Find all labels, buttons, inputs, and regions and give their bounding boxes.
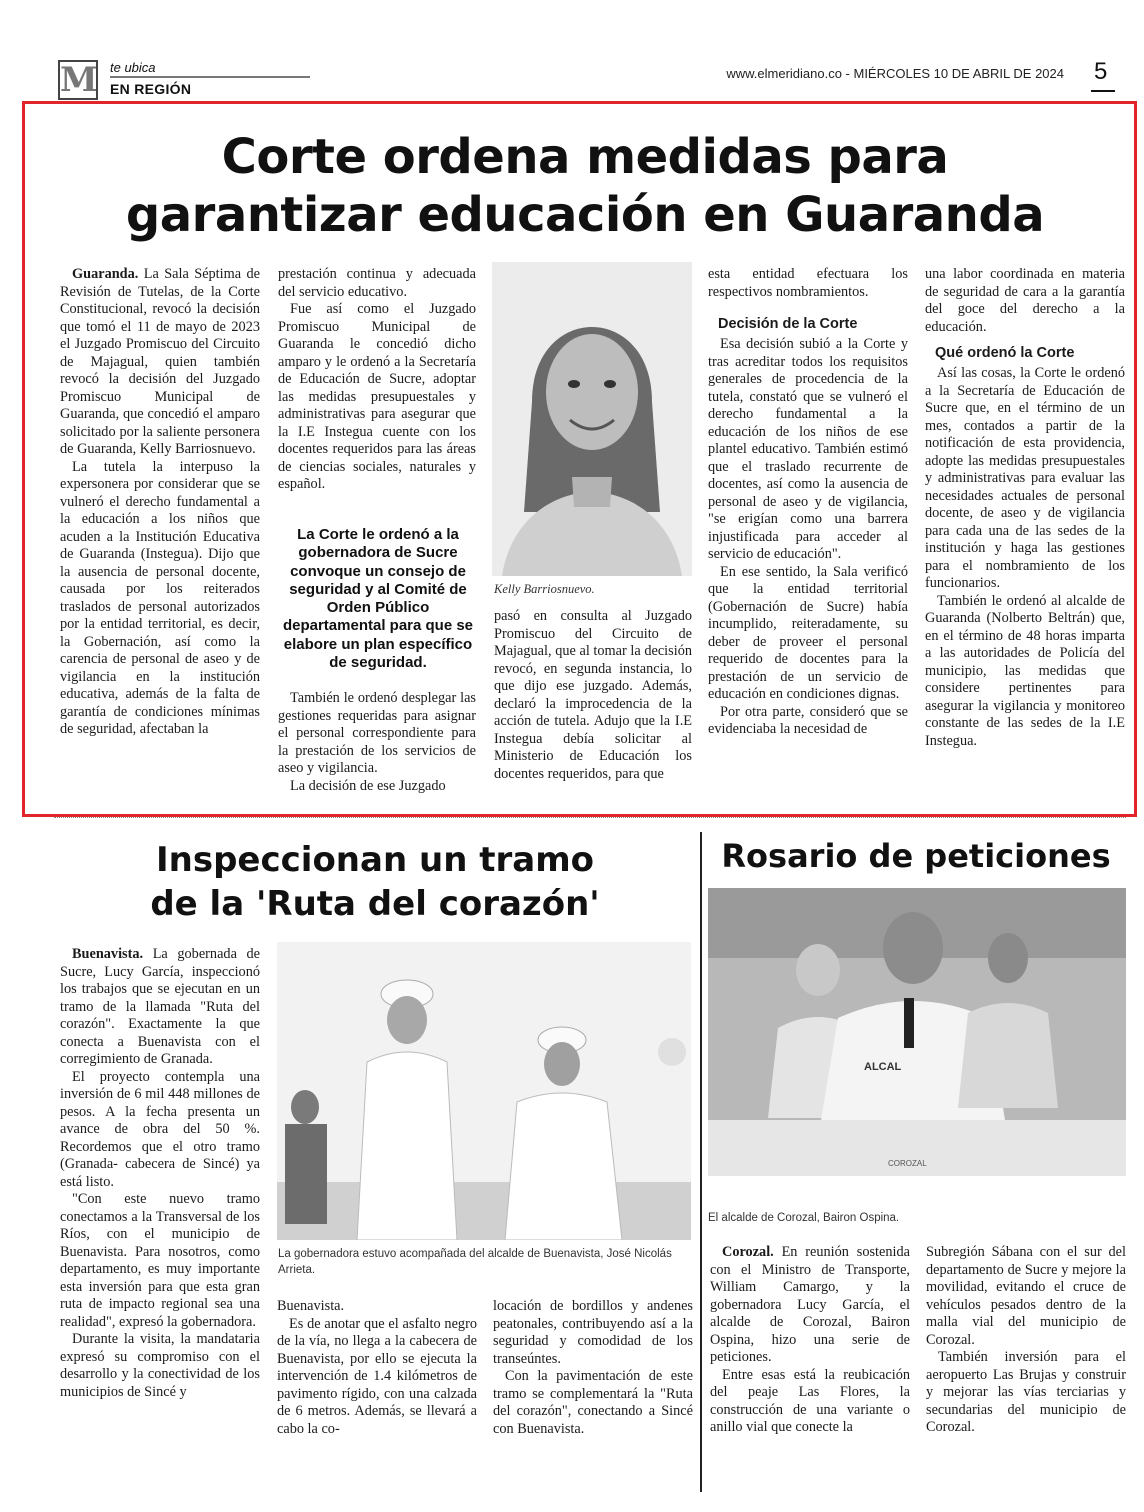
article1-column-3 <box>494 608 692 783</box>
page-number-underline <box>1091 90 1115 92</box>
article2-headline-line1: Inspeccionan un tramo <box>156 840 594 880</box>
kelly-barriosnuevo-photo <box>492 262 692 576</box>
article2-paragraph: El proyecto contempla una inversión de 6 mil 448 millones de pesos. A la fecha presenta un avance de obra del 50 %. Recordemos que el otro tramo (Granada- cabecera de Sincé) ya está listo. <box>60 1068 260 1190</box>
article1-paragraph: una labor coordinada en materia de seguridad de cara a la garantía del goce del derecho a la educación. <box>925 266 1125 335</box>
article2-paragraph: Con la pavimentación de este tramo se complementará la "Ruta del corazón", conectando a Sincé con Buenavista. <box>493 1368 693 1437</box>
article1-paragraph: La tutela la interpuso la expersonera por considerar que se vulneró el derecho fundamental a la educación a los niños que acuden a la Institución Educativa de Guaranda (Instegua). Dijo que la ausencia de personal docente, causada por los reiterados traslados de personal autorizados por la entidad territorial, es decir, la Gobernación, así como la carencia de personal de aseo y de vigilancia en la institución educativa, además de la falta de garantía de condiciones mínimas de seguridad, afectaban la <box>60 458 260 737</box>
article3-headline: Rosario de peticiones <box>721 837 1111 875</box>
section-divider <box>54 817 1126 818</box>
article1-paragraph: La decisión de ese Juzgado <box>290 777 446 794</box>
subhead-decision-corte: Decisión de la Corte <box>718 316 858 332</box>
column-divider <box>700 832 702 1492</box>
article1-dateline: Guaranda. <box>72 266 139 282</box>
subhead-que-ordeno: Qué ordenó la Corte <box>935 345 1075 361</box>
portrait-image <box>492 262 692 576</box>
article2-headline-line2: de la 'Ruta del corazón' <box>150 884 600 924</box>
newspaper-logo <box>58 60 98 100</box>
article1-column-2-bottom <box>278 690 476 795</box>
article2-column-3 <box>493 1298 693 1438</box>
article1-pullquote: La Corte le ordenó a la gobernadora de Sucre convoque un consejo de seguridad y al Comité de Orden Público departamental para que se elabore un plan específico de seguridad. <box>282 526 474 672</box>
page-dateline: www.elmeridiano.co - MIÉRCOLES 10 DE ABRIL DE 2024 <box>726 66 1064 81</box>
section-name: EN REGIÓN <box>110 81 192 97</box>
inspection-image <box>277 942 691 1240</box>
article2-paragraph: locación de bordillos y andenes peatonales, contribuyendo así a la seguridad y comodidad de los transeúntes. <box>493 1298 693 1367</box>
article1-paragraph: También le ordenó desplegar las gestiones requeridas para asignar el personal correspondiente para la prestación de los servicios de aseo y vigilancia. <box>278 690 476 776</box>
photo-sign-alcaldia: ALCAL <box>864 1061 902 1073</box>
article1-headline <box>40 128 1130 244</box>
section-kicker: te ubica <box>110 60 156 75</box>
article1-paragraph: Así las cosas, la Corte le ordenó a la Secretaría de Educación de Sucre que, en el término de un mes, contados a partir de la notificación de esta providencia, adopte las medidas presupuestales y administrativas para evaluar las necesidades actuales de personal docente, de aseo y de vigilancia para cada una de las sedes de la institución y haga las gestiones para el nombramiento de los funcionarios. <box>925 365 1125 591</box>
article2-paragraph: Buenavista. <box>277 1298 345 1314</box>
article1-paragraph: Por otra parte, consideró que se evidenciaba la necesidad de <box>708 703 908 737</box>
article1-headline-line2: garantizar educación en Guaranda <box>125 187 1045 243</box>
article3-paragraph: También inversión para el aeropuerto Las Brujas y construir y mejorar las vías terciarias y secundarias del municipio de Corozal. <box>926 1349 1126 1435</box>
article2-paragraph: Es de anotar que el asfalto negro de la vía, no llega a la cabecera de Buenavista, por ello se ejecuta la intervención de 1.4 kilómetros de pavimento rígido, con una calzada de 6 metros. Además, se llevará a cabo la co- <box>277 1315 477 1437</box>
inspection-photo <box>277 942 691 1240</box>
article1-paragraph: esta entidad efectuara los respectivos nombramientos. <box>708 266 908 300</box>
article3-paragraph: En reunión sostenida con el Ministro de Transporte, William Camargo, y la gobernadora Lucy García, el alcalde de Corozal, Bairon Ospina, hizo una serie de peticiones. <box>710 1244 910 1365</box>
inspection-photo-caption: La gobernadora estuvo acompañada del alcalde de Buenavista, José Nicolás Arrieta. <box>278 1248 672 1276</box>
page-number: 5 <box>1094 58 1108 85</box>
article3-paragraph: Subregión Sábana con el sur del departamento de Sucre y mejore la movilidad, evitando el cruce de vehículos pesados dentro de la malla vial del municipio de Corozal. <box>926 1244 1126 1348</box>
article3-dateline: Corozal. <box>722 1244 774 1260</box>
article1-paragraph: En ese sentido, la Sala verificó que la entidad territorial (Gobernación de Sucre) había incumplido, reiteradamente, su deber de proveer el personal requerido de docentes para la prestación de un servicio de educación en condiciones dignas. <box>708 563 908 702</box>
section-rule <box>110 76 310 78</box>
article1-paragraph: prestación continua y adecuada del servicio educativo. <box>278 266 476 300</box>
article1-paragraph: La Sala Séptima de Revisión de Tutelas, de la Corte Constitucional, revocó la decisión que tomó el 11 de mayo de 2023 el Juzgado Promiscuo del Circuito de Majagual, quien también revocó la decisión del Juzgado Promiscuo Municipal de Guaranda, que concedió el amparo solicitado por la saliente personera de Guaranda, Kelly Barriosnuevo. <box>60 266 260 457</box>
article3-column-1 <box>710 1244 910 1437</box>
article2-paragraph: "Con este nuevo tramo conectamos a la Transversal de los Ríos, con el municipio de Buenavista. Para nosotros, como departamento, es muy importante esta inversión para que esta gran ruta de impacto regional sea una realidad", expresó la gobernadora. <box>60 1191 260 1330</box>
corozal-mayor-photo <box>708 888 1126 1176</box>
kelly-photo-caption: Kelly Barriosnuevo. <box>494 582 595 596</box>
article2-paragraph: La gobernada de Sucre, Lucy García, inspeccionó los trabajos que se ejecutan en un tramo de la llamada "Ruta del corazón". Exactamente la que conecta a Buenavista con el corregimiento de Granada. <box>60 946 260 1067</box>
logo-letter: M <box>60 60 98 100</box>
article2-column-1 <box>60 946 260 1401</box>
corozal-photo-caption: El alcalde de Corozal, Bairon Ospina. <box>708 1212 900 1224</box>
article1-paragraph: pasó en consulta al Juzgado Promiscuo del Circuito de Majagual, que al tomar la decisión revocó, en segunda instancia, lo que dijo ese juzgado. Además, declaró la improcedencia de la acción de tutela. Adujo que la I.E Instegua debía solicitar al Ministerio de Educación los docentes requeridos, para que <box>494 608 692 782</box>
article1-paragraph: Fue así como el Juzgado Promiscuo Municipal de Guaranda le concedió dicho amparo y le ordenó a la Secretaría de Educación de Sucre, adoptar las medidas presupuestales y administrativas para asegurar que la I.E Instegua cuente con los docentes requeridos para las áreas de ciencias sociales, naturales y español. <box>278 301 476 492</box>
corozal-mayor-image <box>708 888 1126 1176</box>
article1-paragraph: Esa decisión subió a la Corte y tras acreditar todos los requisitos generales de procedencia de la tutela, constató que se vulneró el derecho fundamental a la educación de los niños de ese plantel educativo. También estimó que el traslado recurrente de docentes, así como la ausencia de personal de aseo y de vigilancia, "se erigían como una barrera injustificada para acceder al servicio de educación". <box>708 336 908 562</box>
article3-paragraph: Entre esas está la reubicación del peaje Las Flores, la construcción de una variante o anillo vial que conecte la <box>710 1366 910 1435</box>
article1-column-1 <box>60 266 260 739</box>
article2-headline <box>60 838 690 926</box>
article1-column-5 <box>925 266 1125 750</box>
article3-column-2 <box>926 1244 1126 1437</box>
article1-paragraph: También le ordenó al alcalde de Guaranda (Nolberto Beltrán) que, en el término de 48 horas imparta a las autoridades de Policía del municipio, las medidas que considere pertinentes para asegurar la vigilancia y monitoreo constante de las sedes de la I.E Instegua. <box>925 592 1125 749</box>
photo-sign-corozal: COROZAL <box>888 1159 927 1168</box>
article2-dateline: Buenavista. <box>72 946 144 962</box>
article2-column-2 <box>277 1298 477 1438</box>
article1-headline-line1: Corte ordena medidas para <box>221 129 949 185</box>
article1-column-4 <box>708 266 908 739</box>
article1-column-2 <box>278 266 476 494</box>
article2-paragraph: Durante la visita, la mandataria expresó su compromiso con el desarrollo y la conectividad de los municipios de Sincé y <box>60 1331 260 1400</box>
